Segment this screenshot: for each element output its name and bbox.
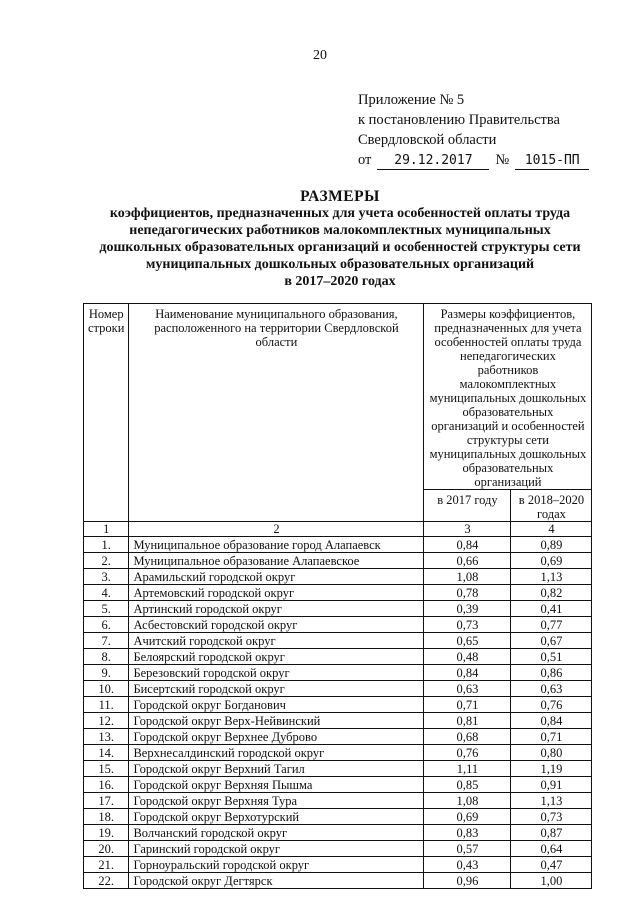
municipality-name: Городской округ Верхнее Дуброво	[129, 729, 424, 745]
municipality-name: Березовский городской округ	[129, 665, 424, 681]
row-number: 17.	[84, 793, 129, 809]
table-row	[84, 553, 592, 569]
row-number: 21.	[84, 857, 129, 873]
heading-line-5: в 2017–2020 годах	[284, 274, 396, 289]
coefficient-2018-2020: 0,71	[511, 729, 592, 745]
column-number: 3	[424, 522, 511, 537]
coefficient-2018-2020: 0,69	[511, 553, 592, 569]
row-number: 6.	[84, 617, 129, 633]
coefficient-2018-2020: 0,67	[511, 633, 592, 649]
coefficient-2017: 0,78	[424, 585, 511, 601]
row-number: 9.	[84, 665, 129, 681]
coefficient-2017: 0,96	[424, 873, 511, 889]
coefficient-2018-2020: 1,13	[511, 793, 592, 809]
date-prefix: от	[358, 152, 372, 168]
row-number: 19.	[84, 825, 129, 841]
row-number: 20.	[84, 841, 129, 857]
table-row	[84, 681, 592, 697]
row-number: 16.	[84, 777, 129, 793]
coefficient-2018-2020: 0,51	[511, 649, 592, 665]
coefficient-2018-2020: 0,84	[511, 713, 592, 729]
heading-line-1: коэффициентов, предназначенных для учета особенностей оплаты труда	[109, 206, 571, 221]
coefficient-2017: 0,68	[424, 729, 511, 745]
column-numbers-row	[84, 522, 592, 537]
table-row	[84, 633, 592, 649]
row-number: 22.	[84, 873, 129, 889]
table-row	[84, 585, 592, 601]
heading-line-2: непедагогических работников малокомплектных муниципальных	[129, 223, 551, 238]
row-number: 3.	[84, 569, 129, 585]
appendix-date-line	[358, 150, 589, 170]
table-row	[84, 761, 592, 777]
coefficient-2017: 0,84	[424, 665, 511, 681]
coefficient-2018-2020: 0,89	[511, 537, 592, 553]
coefficient-2017: 0,39	[424, 601, 511, 617]
coefficient-2017: 0,48	[424, 649, 511, 665]
decree-number: 1015-ПП	[515, 153, 589, 170]
municipality-name: Белоярский городской округ	[129, 649, 424, 665]
header-years-2018-2020: в 2018–2020 годах	[511, 490, 592, 522]
heading-line-3: дошкольных образовательных организаций и особенностей структуры сети	[99, 240, 581, 255]
table-row	[84, 857, 592, 873]
header-municipality-name: Наименование муниципального образования, расположенного на территории Свердловской области	[129, 304, 424, 522]
municipality-name: Городской округ Верхняя Тура	[129, 793, 424, 809]
table-row	[84, 537, 592, 553]
municipality-name: Верхнесалдинский городской округ	[129, 745, 424, 761]
appendix-line-3: Свердловской области	[358, 132, 497, 148]
table-row	[84, 745, 592, 761]
coefficient-2018-2020: 0,82	[511, 585, 592, 601]
table-row	[84, 713, 592, 729]
table-row	[84, 601, 592, 617]
table-row	[84, 825, 592, 841]
coefficient-2018-2020: 0,86	[511, 665, 592, 681]
coefficient-2017: 0,65	[424, 633, 511, 649]
table-row	[84, 697, 592, 713]
coefficients-table	[83, 303, 592, 889]
row-number: 4.	[84, 585, 129, 601]
header-coefficients: Размеры коэффициентов, предназначенных для учета особенностей оплаты труда непедагогических работников малокомплектных муниципальных дошкольных образовательных организаций и особенностей структуры сети муниципальных дошкольных образовательных организаций	[424, 304, 592, 490]
coefficient-2018-2020: 0,76	[511, 697, 592, 713]
table-row	[84, 793, 592, 809]
row-number: 7.	[84, 633, 129, 649]
row-number: 5.	[84, 601, 129, 617]
row-number: 11.	[84, 697, 129, 713]
municipality-name: Артинский городской округ	[129, 601, 424, 617]
municipality-name: Волчанский городской округ	[129, 825, 424, 841]
coefficient-2017: 1,08	[424, 569, 511, 585]
table-row	[84, 569, 592, 585]
coefficient-2018-2020: 0,80	[511, 745, 592, 761]
coefficient-2017: 0,83	[424, 825, 511, 841]
coefficient-2017: 0,43	[424, 857, 511, 873]
table-row	[84, 729, 592, 745]
column-number: 2	[129, 522, 424, 537]
municipality-name: Городской округ Богданович	[129, 697, 424, 713]
coefficient-2017: 0,76	[424, 745, 511, 761]
number-prefix: №	[495, 152, 510, 168]
header-year-2017: в 2017 году	[424, 490, 511, 522]
coefficient-2017: 0,71	[424, 697, 511, 713]
municipality-name: Муниципальное образование Алапаевское	[129, 553, 424, 569]
coefficient-2018-2020: 0,64	[511, 841, 592, 857]
municipality-name: Асбестовский городской округ	[129, 617, 424, 633]
municipality-name: Муниципальное образование город Алапаевск	[129, 537, 424, 553]
municipality-name: Городской округ Дегтярск	[129, 873, 424, 889]
row-number: 8.	[84, 649, 129, 665]
coefficient-2017: 0,66	[424, 553, 511, 569]
coefficient-2017: 0,85	[424, 777, 511, 793]
row-number: 15.	[84, 761, 129, 777]
coefficient-2017: 0,81	[424, 713, 511, 729]
coefficient-2017: 0,57	[424, 841, 511, 857]
appendix-block	[358, 90, 589, 170]
row-number: 2.	[84, 553, 129, 569]
row-number: 18.	[84, 809, 129, 825]
column-number: 4	[511, 522, 592, 537]
table-row	[84, 809, 592, 825]
row-number: 10.	[84, 681, 129, 697]
coefficient-2018-2020: 1,19	[511, 761, 592, 777]
column-number: 1	[84, 522, 129, 537]
coefficient-2018-2020: 0,73	[511, 809, 592, 825]
table-row	[84, 617, 592, 633]
header-row-number: Номер строки	[84, 304, 129, 522]
coefficient-2018-2020: 0,91	[511, 777, 592, 793]
coefficient-2017: 0,84	[424, 537, 511, 553]
coefficient-2018-2020: 1,00	[511, 873, 592, 889]
table-row	[84, 649, 592, 665]
coefficient-2018-2020: 0,77	[511, 617, 592, 633]
municipality-name: Городской округ Верхотурский	[129, 809, 424, 825]
municipality-name: Городской округ Верхняя Пышма	[129, 777, 424, 793]
municipality-name: Бисертский городской округ	[129, 681, 424, 697]
coefficient-2018-2020: 0,63	[511, 681, 592, 697]
municipality-name: Гаринский городской округ	[129, 841, 424, 857]
municipality-name: Арамильский городской округ	[129, 569, 424, 585]
municipality-name: Артемовский городской округ	[129, 585, 424, 601]
appendix-line-1: Приложение № 5	[358, 92, 465, 108]
municipality-name: Ачитский городской округ	[129, 633, 424, 649]
row-number: 13.	[84, 729, 129, 745]
decree-date: 29.12.2017	[377, 153, 489, 170]
coefficient-2017: 0,63	[424, 681, 511, 697]
municipality-name: Городской округ Верхний Тагил	[129, 761, 424, 777]
heading-line-4: муниципальных дошкольных образовательных организаций	[145, 257, 535, 272]
coefficient-2018-2020: 0,87	[511, 825, 592, 841]
page-number: 20	[313, 48, 327, 63]
row-number: 14.	[84, 745, 129, 761]
municipality-name: Горноуральский городской округ	[129, 857, 424, 873]
row-number: 1.	[84, 537, 129, 553]
coefficient-2018-2020: 0,47	[511, 857, 592, 873]
row-number: 12.	[84, 713, 129, 729]
appendix-line-2: к постановлению Правительства	[358, 112, 560, 128]
table-header-row	[84, 304, 592, 490]
table-body	[84, 537, 592, 889]
coefficient-2018-2020: 0,41	[511, 601, 592, 617]
table-row	[84, 841, 592, 857]
document-heading	[60, 188, 620, 290]
table-row	[84, 665, 592, 681]
coefficient-2018-2020: 1,13	[511, 569, 592, 585]
coefficient-2017: 1,11	[424, 761, 511, 777]
coefficient-2017: 0,69	[424, 809, 511, 825]
municipality-name: Городской округ Верх-Нейвинский	[129, 713, 424, 729]
heading-title: РАЗМЕРЫ	[300, 188, 380, 205]
table-row	[84, 873, 592, 889]
coefficient-2017: 1,08	[424, 793, 511, 809]
coefficient-2017: 0,73	[424, 617, 511, 633]
table-row	[84, 777, 592, 793]
